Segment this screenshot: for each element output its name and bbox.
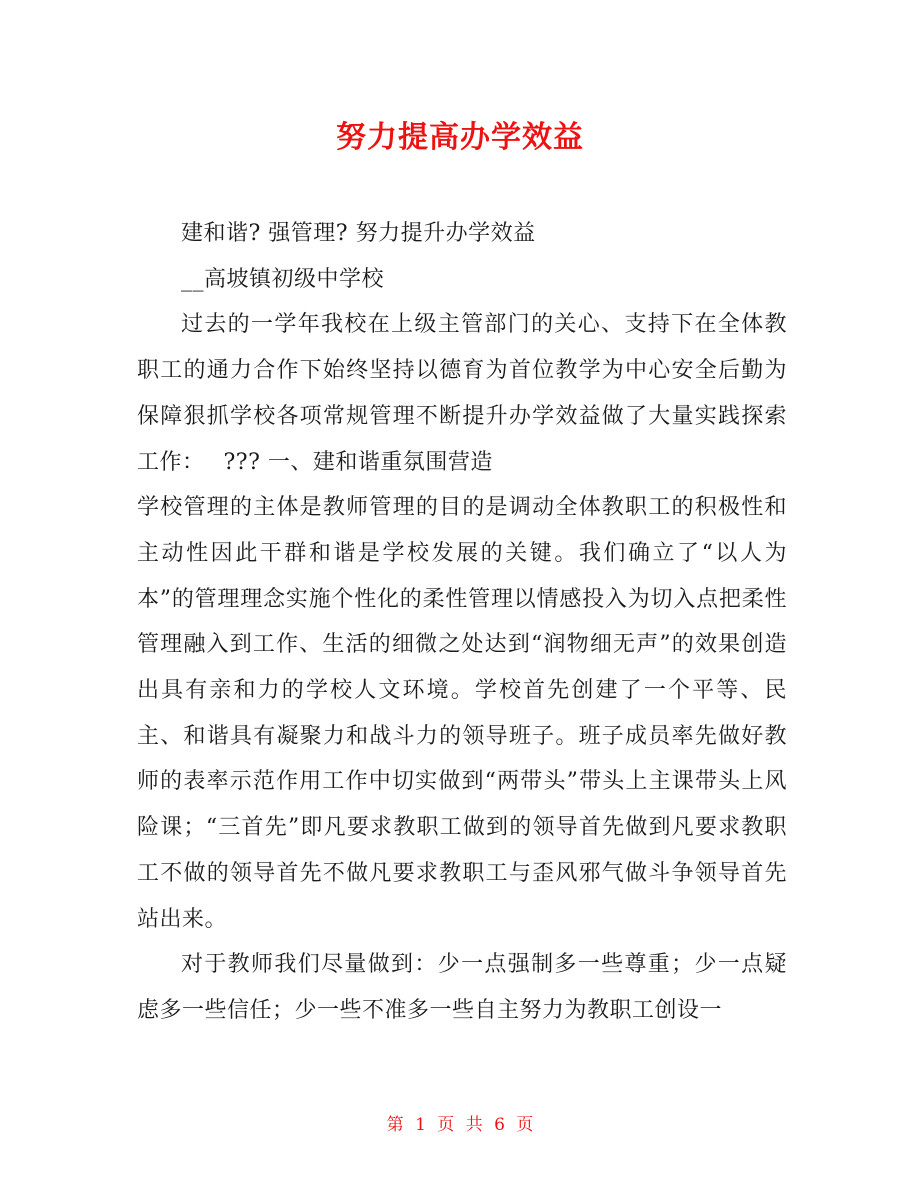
paragraph: 对于教师我们尽量做到：少一点强制多一些尊重；少一点疑虑多一些信任；少一些不准多一些自主努力为教职工创设一 [137,952,787,1023]
page-number-footer: 第 1 页 共 6 页 [386,1115,534,1135]
paragraph: 过去的一学年我校在上级主管部门的关心、支持下在全体教职工的通力合作下始终坚持以德育为首位教学为中心安全后勤为保障狠抓学校各项常规管理不断提升办学效益做了大量实践探索工作： ??? 一、建和谐重氛围营造 [137,312,787,475]
document-body [137,211,787,1034]
paragraph: 学校管理的主体是教师管理的目的是调动全体教职工的积极性和主动性因此干群和谐是学校发展的关键。我们确立了“以人为本”的管理理念实施个性化的柔性管理以情感投入为切入点把柔性管理融入到工作、生活的细微之处达到“润物细无声”的效果创造出具有亲和力的学校人文环境。学校首先创建了一个平等、民主、和谐具有凝聚力和战斗力的领导班子。班子成员率先做好教师的表率示范作用工作中切实做到“两带头”带头上主课带头上风险课；“三首先”即凡要求教职工做到的领导首先做到凡要求教职工不做的领导首先不做凡要求教职工与歪风邪气做斗争领导首先站出来。 [137,495,787,932]
document-title: 努力提高办学效益 [336,120,584,155]
document-subtitle: 建和谐? 强管理? 努力提升办学效益 [181,221,536,246]
document-author: __高坡镇初级中学校 [181,266,385,292]
